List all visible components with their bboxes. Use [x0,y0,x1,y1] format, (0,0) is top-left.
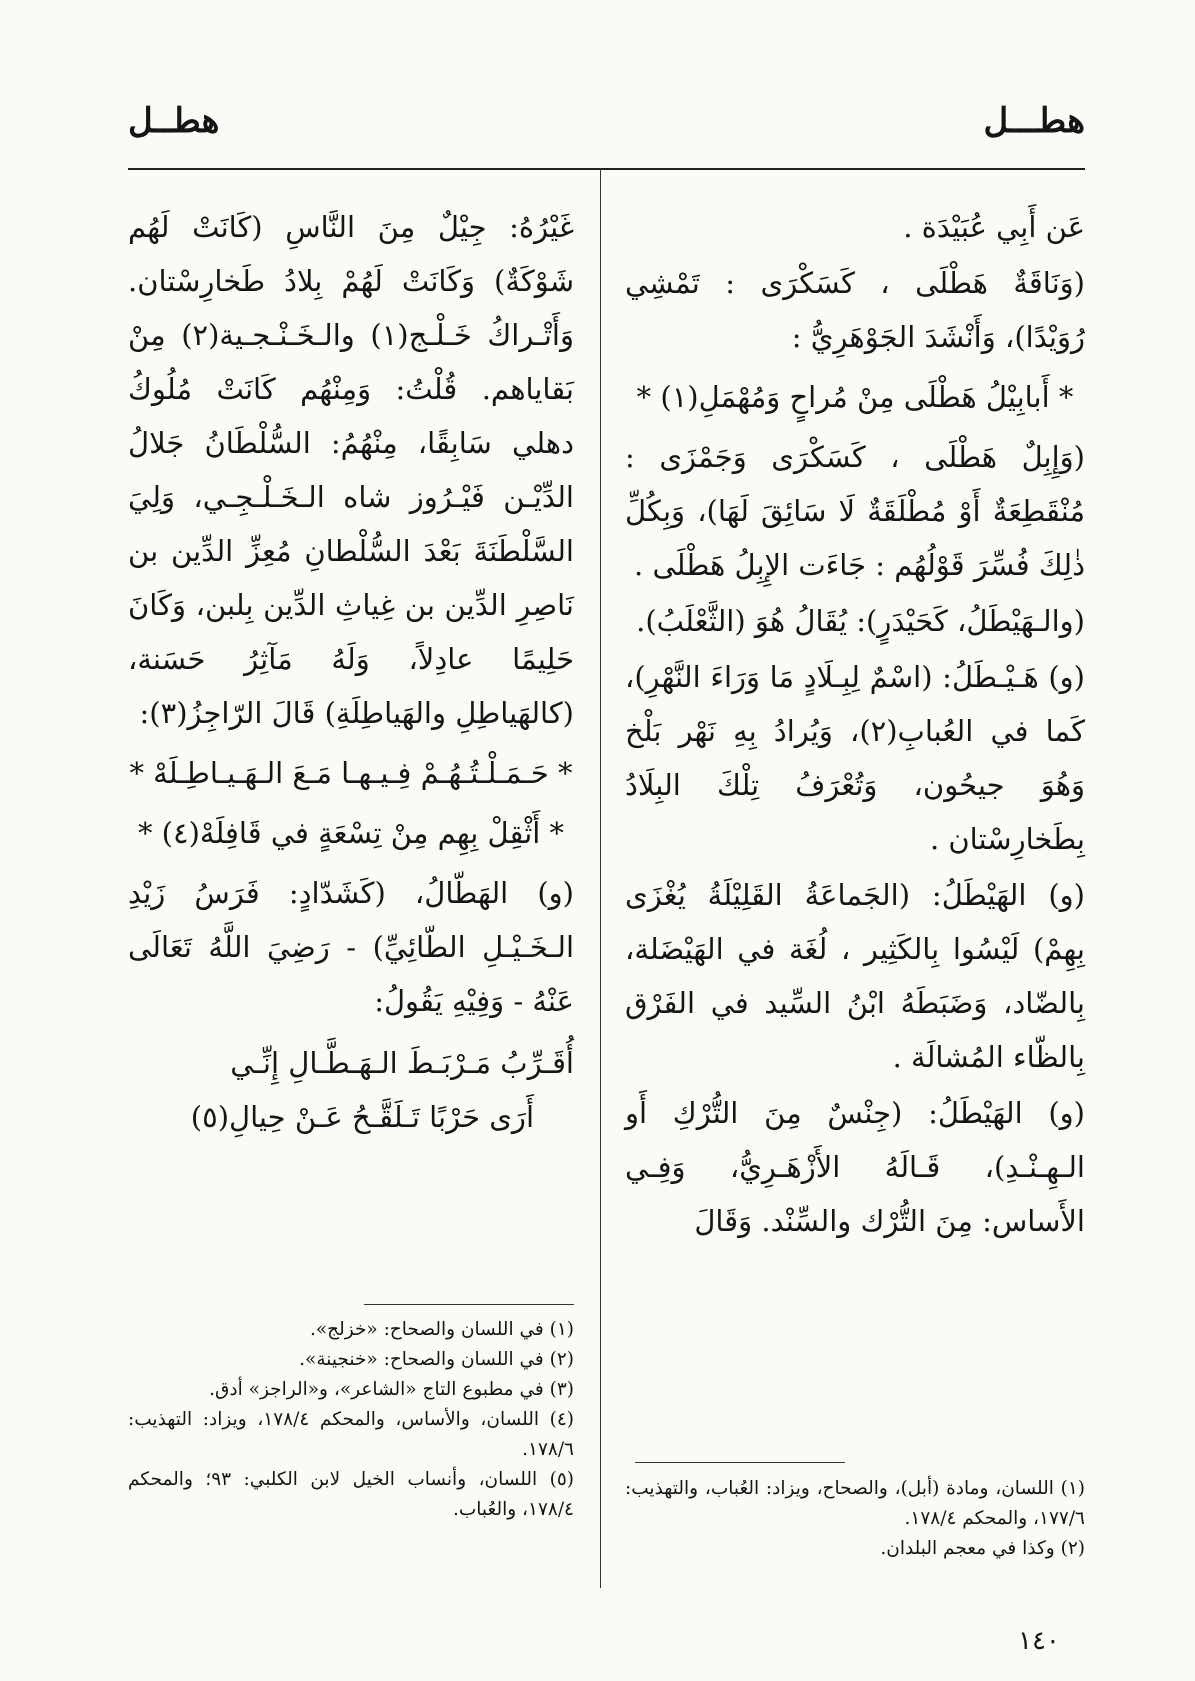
left-column [128,200,574,1152]
footnote-rule-right [635,1462,845,1463]
paragraph: (والـهَيْطَلُ، كَحَيْدَرٍ): يُقَالُ هُوَ (الثَّعْلَبُ). [636,604,1085,638]
footnote: (٣) في مطبوع التاج «الشاعر»، و«الراجز» أدق. [209,1379,574,1400]
running-header-right: هطـــل [983,101,1085,141]
footnotes-left [128,1315,574,1525]
running-header-left: هطــل [128,101,220,141]
footnote: (٤) اللسان، والأساس، والمحكم ١٧٨/٤، ويزاد: التهذيب: ١٧٨/٦. [128,1409,574,1460]
paragraph: (و) الهَطّالُ، (كَشَدّادٍ: فَرَسُ زَيْدِ الـخَـيْـلِ الطّائِيِّ) - رَضِيَ اللَّهُ تَعَالَى عَنْهُ - وَفِيْهِ يَقُولُ: [128,876,574,1018]
paragraph: غَيْرُهُ: جِيْلٌ مِنَ النَّاسِ (كَانَتْ لَهُم شَوْكَةٌ) وَكَانَتْ لَهُمْ بِلادُ طَخارِسْتان. وَأَتْـراكُ خَـلْـج(١) والـخَـنْـجـية(٢) مِنْ بَقاياهم. قُلْتُ: وَمِنْهُم كَانَتْ مُلُوكُ دهلي سَابِقًا، مِنْهُمُ: السُّلْطَانُ جَلالُ الدِّيْـن فَيْـرُوز شاه الـخَـلْـجِـي، وَلِيَ السَّلْطَنَةَ بَعْدَ السُّلْطانِ مُعِزِّ الدِّين بن نَاصِرِ الدِّين بن غِياثِ الدِّين بِلبن، وَكَانَ حَلِيمًا عادِلاً، وَلَهُ مَآثِرُ حَسَنة، (كالهَياطِلِ والهَياطِلَةِ) قَالَ الرّاجِزُ(٣): [128,210,574,730]
verse-line: * أَبابِيْلُ هَطْلَى مِنْ مُراحٍ وَمُهْمَلِ(١) * [636,380,1074,414]
poem [128,1036,574,1144]
footnote: (٥) اللسان، وأنساب الخيل لابن الكلبي: ٩٣؛ والمحكم ١٧٨/٤، والعُباب. [128,1469,575,1520]
poem-hemistich: أَرَى حَرْبًا تَـلَقَّـحُ عَـنْ حِيالِ(٥) [190,1100,534,1134]
poem-hemistich: أُقَـرِّبُ مَـرْبَـطَ الـهَـطَّـالِ إِنِّـي [230,1046,574,1080]
footnote: (١) في اللسان والصحاح: «خزلج». [309,1319,574,1340]
paragraph: (و) الهَيْطَلُ: (جِنْسٌ مِنَ التُّرْكِ أَو الـهِـنْـدِ)، قَـالَهُ الأَزْهَـرِيُّ، وَفِـي الأَساس: مِنَ التُّرْك والسِّنْد. وَقَالَ [625,1096,1085,1238]
footnote-rule-left [364,1304,574,1305]
header-rule [128,168,1085,170]
right-column [625,200,1085,1250]
verse-line: * حَـمَـلْـتُـهُـمْ فِـيـهـا مَـعَ الـهَـيـاطِـلَهْ * [129,756,573,790]
paragraph: (وَإِبِلٌ هَطْلَى ، كَسَكْرَى وَجَمْزَى : مُنْقَطِعَةٌ أَوْ مُطْلَقَةٌ لَا سَائِقَ لَهَا)، وَبِكُلِّ ذٰلِكَ فُسِّرَ قَوْلُهُم : جَاءَت الإِبِلُ هَطْلَى . [625,440,1085,582]
page-number: ١٤٠ [1018,1626,1060,1656]
paragraph: (و) الهَيْطَلُ: (الجَماعَةُ القَلِيْلَةُ يُغْزَى بِهِمْ) لَيْسُوا بِالكَثِير ، لُغَة في الهَيْضَلة، بِالضّاد، وَضَبَطَهُ ابْنُ السِّيد في الفَرْق بِالظّاء المُشالَة . [625,878,1085,1074]
column-divider [600,168,601,1588]
footnotes-right [625,1474,1085,1564]
paragraph: (و) هَـيْـطَلُ: (اسْمٌ لِبِـلَادٍ مَا وَرَاءَ النَّهْرِ)، كَما في العُبابِ(٢)، وَيُرادُ بِهِ نَهْر بَلْخ وَهُوَ جيحُون، وَتُعْرَفُ تِلْكَ البِلَادُ بِطَخارِسْتان . [625,660,1085,856]
paragraph: عَن أَبِي عُبَيْدَة . [903,210,1085,244]
verse-line: * أَثْقِلْ بِهِم مِنْ تِسْعَةٍ في قَافِلَهْ(٤) * [137,816,565,850]
footnote: (٢) في اللسان والصحاح: «خنجينة». [299,1349,574,1370]
paragraph: (وَنَاقَةٌ هَطْلَى ، كَسَكْرَى : تَمْشِي رُوَيْدًا)، وَأَنْشَدَ الجَوْهَرِيُّ : [625,266,1085,354]
footnote: (١) اللسان، ومادة (أبل)، والصحاح، ويزاد: العُباب، والتهذيب: ١٧٧/٦، والمحكم ١٧٨/٤. [625,1478,1085,1529]
footnote: (٢) وكذا في معجم البلدان. [880,1538,1085,1559]
